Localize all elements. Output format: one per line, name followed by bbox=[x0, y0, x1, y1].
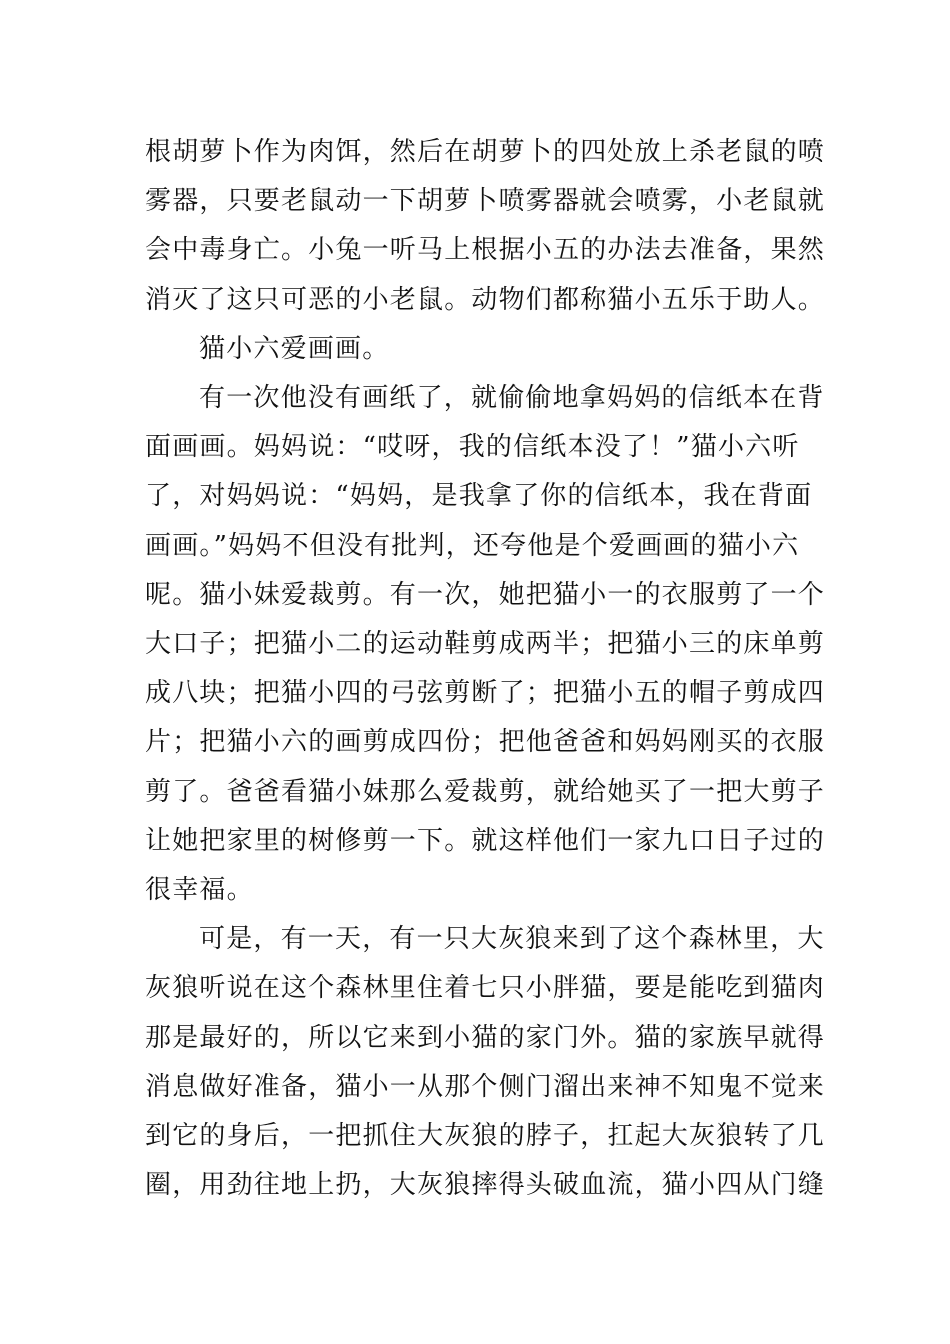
paragraph-2 bbox=[145, 325, 810, 374]
text-line: 大口子；把猫小二的运动鞋剪成两半；把猫小三的床单剪 bbox=[145, 629, 826, 660]
paragraph-1 bbox=[145, 128, 826, 325]
text-line: 了，对妈妈说：“妈妈，是我拿了你的信纸本，我在背面 bbox=[145, 481, 813, 512]
text-line: 有一次他没有画纸了，就偷偷地拿妈妈的信纸本在背 bbox=[199, 383, 825, 414]
text-line: 灰狼听说在这个森林里住着七只小胖猫，要是能吃到猫肉 bbox=[145, 973, 826, 1004]
text-line: 圈，用劲往地上扔，大灰狼摔得头破血流，猫小四从门缝 bbox=[145, 1170, 826, 1201]
text-line: 面画画。妈妈说：“哎呀，我的信纸本没了！”猫小六听 bbox=[145, 432, 800, 463]
text-line: 画画。”妈妈不但没有批判，还夸他是个爱画画的猫小六 bbox=[145, 530, 800, 561]
paragraph-3 bbox=[145, 374, 826, 915]
text-line: 呢。猫小妹爱裁剪。有一次，她把猫小一的衣服剪了一个 bbox=[145, 579, 826, 610]
text-line: 猫小六爱画画。 bbox=[199, 333, 390, 364]
text-line: 剪了。爸爸看猫小妹那么爱裁剪，就给她买了一把大剪子 bbox=[145, 776, 826, 807]
text-line: 消息做好准备，猫小一从那个侧门溜出来神不知鬼不觉来 bbox=[145, 1071, 826, 1102]
text-line: 雾器，只要老鼠动一下胡萝卜喷雾器就会喷雾，小老鼠就 bbox=[145, 186, 826, 217]
text-line: 消灭了这只可恶的小老鼠。动物们都称猫小五乐于助人。 bbox=[145, 284, 826, 315]
text-line: 到它的身后，一把抓住大灰狼的脖子，扛起大灰狼转了几 bbox=[145, 1121, 826, 1152]
text-line: 会中毒身亡。小兔一听马上根据小五的办法去准备，果然 bbox=[145, 235, 826, 266]
story-text bbox=[145, 128, 826, 1210]
text-line: 可是，有一天，有一只大灰狼来到了这个森林里，大 bbox=[199, 924, 825, 955]
text-line: 片；把猫小六的画剪成四份；把他爸爸和妈妈刚买的衣服 bbox=[145, 727, 826, 758]
paragraph-4 bbox=[145, 915, 826, 1210]
text-line: 很幸福。 bbox=[145, 875, 254, 906]
text-line: 让她把家里的树修剪一下。就这样他们一家九口日子过的 bbox=[145, 825, 826, 856]
text-line: 成八块；把猫小四的弓弦剪断了；把猫小五的帽子剪成四 bbox=[145, 678, 826, 709]
text-line: 根胡萝卜作为肉饵，然后在胡萝卜的四处放上杀老鼠的喷 bbox=[145, 137, 826, 167]
text-line: 那是最好的，所以它来到小猫的家门外。猫的家族早就得 bbox=[145, 1022, 826, 1053]
